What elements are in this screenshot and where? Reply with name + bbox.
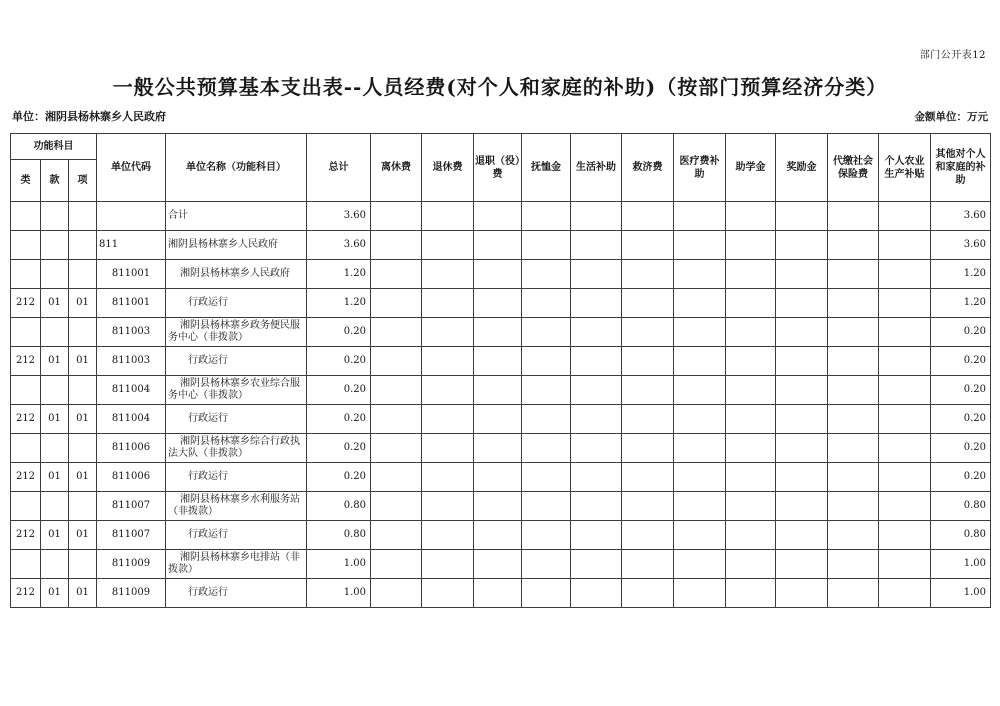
cell-empty: [422, 376, 474, 405]
cell-unit-name: 湘阴县杨林寨乡电排站（非拨款）: [166, 550, 307, 579]
cell-empty: [622, 347, 674, 376]
cell-total: 1.20: [307, 260, 371, 289]
cell-item-code: [69, 492, 97, 521]
cell-empty: [474, 318, 522, 347]
cell-empty: [828, 318, 879, 347]
column-header: 总计: [307, 134, 371, 202]
cell-item-code: 01: [69, 347, 97, 376]
cell-unit-name: 合计: [166, 202, 307, 231]
cell-total: 3.60: [307, 231, 371, 260]
amount-unit-label: 金额单位：万元: [914, 111, 988, 123]
cell-empty: [776, 289, 828, 318]
cell-unit-name: 湘阴县杨林寨乡综合行政执法大队（非拨款）: [166, 434, 307, 463]
cell-empty: [371, 289, 422, 318]
column-header: 单位名称（功能科目）: [166, 134, 307, 202]
cell-empty: [828, 550, 879, 579]
cell-empty: [522, 231, 571, 260]
cell-unit-code: 811001: [97, 260, 166, 289]
cell-empty: [571, 347, 622, 376]
cell-total: 0.80: [307, 492, 371, 521]
cell-empty: [571, 579, 622, 608]
cell-item-code: [69, 434, 97, 463]
cell-unit-name: 行政运行: [166, 521, 307, 550]
cell-empty: [879, 260, 931, 289]
cell-empty: [571, 405, 622, 434]
cell-empty: [571, 289, 622, 318]
cell-total: 0.20: [307, 376, 371, 405]
cell-section-code: [41, 202, 69, 231]
cell-empty: [622, 550, 674, 579]
table-row: [11, 434, 991, 463]
cell-empty: [674, 347, 726, 376]
cell-empty: [879, 550, 931, 579]
cell-unit-code: 811006: [97, 434, 166, 463]
column-header-func-subject: 类: [11, 160, 41, 202]
cell-total: 0.20: [307, 405, 371, 434]
cell-class-code: 212: [11, 347, 41, 376]
cell-unit-code: 811001: [97, 289, 166, 318]
cell-empty: [571, 231, 622, 260]
cell-empty: [422, 202, 474, 231]
cell-class-code: [11, 434, 41, 463]
cell-empty: [674, 289, 726, 318]
cell-unit-code: 811004: [97, 376, 166, 405]
cell-empty: [422, 434, 474, 463]
cell-empty: [674, 260, 726, 289]
column-header: 救济费: [622, 134, 674, 202]
cell-empty: [622, 405, 674, 434]
cell-empty: [828, 405, 879, 434]
cell-item-code: [69, 260, 97, 289]
cell-item-code: [69, 231, 97, 260]
cell-other-subsidy: 1.20: [931, 260, 991, 289]
cell-empty: [371, 463, 422, 492]
cell-empty: [879, 289, 931, 318]
cell-empty: [828, 202, 879, 231]
cell-class-code: 212: [11, 405, 41, 434]
cell-empty: [422, 260, 474, 289]
form-number-label: 部门公开表12: [919, 50, 986, 61]
cell-empty: [726, 579, 776, 608]
cell-empty: [776, 318, 828, 347]
cell-empty: [776, 231, 828, 260]
cell-empty: [674, 492, 726, 521]
column-header-func-subject: 款: [41, 160, 69, 202]
cell-empty: [371, 260, 422, 289]
table-row: [11, 405, 991, 434]
cell-empty: [522, 405, 571, 434]
cell-empty: [371, 405, 422, 434]
cell-section-code: 01: [41, 405, 69, 434]
cell-empty: [776, 434, 828, 463]
cell-item-code: [69, 550, 97, 579]
cell-empty: [522, 521, 571, 550]
column-header: 退职（役）费: [474, 134, 522, 202]
cell-section-code: 01: [41, 347, 69, 376]
cell-empty: [474, 202, 522, 231]
cell-class-code: [11, 376, 41, 405]
cell-empty: [674, 550, 726, 579]
cell-empty: [622, 260, 674, 289]
cell-empty: [776, 550, 828, 579]
cell-empty: [571, 492, 622, 521]
cell-other-subsidy: 1.00: [931, 550, 991, 579]
cell-other-subsidy: 3.60: [931, 231, 991, 260]
cell-empty: [522, 260, 571, 289]
cell-unit-name: 行政运行: [166, 579, 307, 608]
cell-other-subsidy: 0.20: [931, 347, 991, 376]
cell-empty: [776, 521, 828, 550]
cell-empty: [828, 289, 879, 318]
cell-class-code: 212: [11, 521, 41, 550]
cell-empty: [422, 318, 474, 347]
cell-empty: [522, 463, 571, 492]
cell-empty: [571, 550, 622, 579]
cell-empty: [474, 231, 522, 260]
cell-item-code: [69, 318, 97, 347]
cell-unit-code: 811007: [97, 521, 166, 550]
cell-empty: [422, 492, 474, 521]
table-row: [11, 260, 991, 289]
cell-empty: [422, 463, 474, 492]
cell-empty: [422, 579, 474, 608]
column-header: 奖励金: [776, 134, 828, 202]
cell-empty: [622, 289, 674, 318]
cell-empty: [622, 231, 674, 260]
cell-empty: [726, 260, 776, 289]
cell-empty: [828, 492, 879, 521]
cell-empty: [571, 463, 622, 492]
meta-row: [12, 108, 988, 124]
table-row: [11, 492, 991, 521]
table-body: [11, 202, 991, 608]
cell-class-code: [11, 202, 41, 231]
cell-empty: [422, 521, 474, 550]
cell-item-code: 01: [69, 289, 97, 318]
cell-empty: [474, 347, 522, 376]
cell-empty: [674, 202, 726, 231]
cell-unit-code: 811003: [97, 347, 166, 376]
cell-item-code: [69, 376, 97, 405]
table-row: [11, 289, 991, 318]
cell-empty: [371, 318, 422, 347]
cell-empty: [571, 318, 622, 347]
cell-unit-name: 湘阴县杨林寨乡农业综合服务中心（非拨款）: [166, 376, 307, 405]
cell-empty: [776, 492, 828, 521]
cell-total: 1.00: [307, 579, 371, 608]
cell-unit-code: 811004: [97, 405, 166, 434]
cell-empty: [776, 405, 828, 434]
table-row: [11, 231, 991, 260]
cell-section-code: [41, 492, 69, 521]
cell-class-code: [11, 260, 41, 289]
cell-other-subsidy: 0.20: [931, 405, 991, 434]
column-header: 助学金: [726, 134, 776, 202]
cell-empty: [776, 376, 828, 405]
cell-empty: [726, 376, 776, 405]
cell-empty: [879, 347, 931, 376]
cell-empty: [726, 405, 776, 434]
cell-empty: [726, 289, 776, 318]
cell-empty: [422, 347, 474, 376]
cell-empty: [726, 492, 776, 521]
cell-empty: [571, 521, 622, 550]
cell-empty: [674, 318, 726, 347]
cell-other-subsidy: 3.60: [931, 202, 991, 231]
cell-total: 0.20: [307, 347, 371, 376]
cell-unit-code: 811007: [97, 492, 166, 521]
cell-empty: [674, 434, 726, 463]
cell-other-subsidy: 0.20: [931, 376, 991, 405]
table-row: [11, 579, 991, 608]
cell-unit-name: 湘阴县杨林寨乡水利服务站（非拨款）: [166, 492, 307, 521]
cell-empty: [674, 231, 726, 260]
cell-empty: [522, 434, 571, 463]
cell-empty: [371, 231, 422, 260]
cell-empty: [622, 521, 674, 550]
cell-empty: [422, 231, 474, 260]
column-header: 生活补助: [571, 134, 622, 202]
cell-empty: [776, 260, 828, 289]
cell-total: 0.80: [307, 521, 371, 550]
column-header: 医疗费补助: [674, 134, 726, 202]
cell-other-subsidy: 0.80: [931, 492, 991, 521]
cell-empty: [726, 434, 776, 463]
cell-other-subsidy: 0.20: [931, 463, 991, 492]
cell-total: 3.60: [307, 202, 371, 231]
cell-unit-code: 811009: [97, 550, 166, 579]
cell-empty: [674, 579, 726, 608]
cell-empty: [622, 579, 674, 608]
cell-section-code: [41, 434, 69, 463]
cell-item-code: 01: [69, 521, 97, 550]
cell-total: 0.20: [307, 434, 371, 463]
table-row: [11, 347, 991, 376]
cell-empty: [474, 289, 522, 318]
cell-empty: [474, 376, 522, 405]
unit-label: 单位：湘阴县杨林寨乡人民政府: [12, 110, 166, 123]
cell-empty: [522, 492, 571, 521]
cell-class-code: 212: [11, 579, 41, 608]
cell-empty: [422, 405, 474, 434]
cell-empty: [522, 347, 571, 376]
cell-empty: [571, 260, 622, 289]
cell-empty: [371, 434, 422, 463]
cell-empty: [726, 550, 776, 579]
cell-empty: [828, 347, 879, 376]
cell-class-code: [11, 550, 41, 579]
cell-empty: [674, 376, 726, 405]
cell-section-code: [41, 260, 69, 289]
cell-empty: [474, 521, 522, 550]
cell-empty: [622, 318, 674, 347]
cell-empty: [371, 521, 422, 550]
cell-empty: [371, 492, 422, 521]
cell-section-code: [41, 231, 69, 260]
cell-empty: [622, 434, 674, 463]
cell-section-code: 01: [41, 521, 69, 550]
cell-empty: [726, 231, 776, 260]
cell-item-code: 01: [69, 463, 97, 492]
cell-other-subsidy: 1.00: [931, 579, 991, 608]
cell-section-code: 01: [41, 463, 69, 492]
cell-empty: [776, 579, 828, 608]
cell-empty: [674, 405, 726, 434]
cell-empty: [571, 376, 622, 405]
cell-class-code: [11, 231, 41, 260]
cell-empty: [522, 579, 571, 608]
cell-empty: [371, 376, 422, 405]
cell-total: 1.00: [307, 550, 371, 579]
cell-empty: [522, 376, 571, 405]
cell-empty: [879, 463, 931, 492]
cell-unit-code: [97, 202, 166, 231]
cell-unit-code: 811: [97, 231, 166, 260]
cell-unit-name: 行政运行: [166, 405, 307, 434]
cell-empty: [879, 492, 931, 521]
column-header: 退休费: [422, 134, 474, 202]
cell-empty: [828, 260, 879, 289]
cell-unit-name: 行政运行: [166, 347, 307, 376]
cell-section-code: [41, 376, 69, 405]
cell-empty: [879, 318, 931, 347]
cell-empty: [776, 202, 828, 231]
cell-unit-name: 湘阴县杨林寨乡人民政府: [166, 231, 307, 260]
cell-empty: [522, 202, 571, 231]
cell-empty: [371, 202, 422, 231]
column-header-func-subject-group: 功能科目: [11, 134, 97, 160]
column-header-func-subject: 项: [69, 160, 97, 202]
cell-empty: [828, 231, 879, 260]
cell-unit-code: 811003: [97, 318, 166, 347]
table-row: [11, 550, 991, 579]
cell-item-code: [69, 202, 97, 231]
cell-other-subsidy: 0.20: [931, 318, 991, 347]
table-row: [11, 202, 991, 231]
cell-empty: [474, 260, 522, 289]
cell-total: 0.20: [307, 318, 371, 347]
cell-empty: [474, 579, 522, 608]
cell-item-code: 01: [69, 405, 97, 434]
cell-other-subsidy: 0.20: [931, 434, 991, 463]
cell-empty: [371, 347, 422, 376]
cell-unit-name: 行政运行: [166, 463, 307, 492]
cell-empty: [726, 202, 776, 231]
cell-other-subsidy: 1.20: [931, 289, 991, 318]
cell-empty: [776, 347, 828, 376]
cell-empty: [474, 405, 522, 434]
cell-empty: [422, 289, 474, 318]
cell-empty: [622, 376, 674, 405]
cell-empty: [879, 376, 931, 405]
cell-empty: [828, 579, 879, 608]
cell-unit-code: 811009: [97, 579, 166, 608]
column-header: 抚恤金: [522, 134, 571, 202]
cell-class-code: 212: [11, 463, 41, 492]
cell-empty: [371, 579, 422, 608]
cell-empty: [522, 318, 571, 347]
column-header: 单位代码: [97, 134, 166, 202]
cell-empty: [879, 202, 931, 231]
cell-empty: [726, 347, 776, 376]
cell-section-code: 01: [41, 579, 69, 608]
cell-unit-code: 811006: [97, 463, 166, 492]
cell-empty: [828, 434, 879, 463]
cell-empty: [879, 434, 931, 463]
cell-empty: [828, 376, 879, 405]
budget-table: [10, 133, 991, 608]
cell-empty: [474, 492, 522, 521]
table-row: [11, 521, 991, 550]
table-row: [11, 376, 991, 405]
table-row: [11, 463, 991, 492]
cell-empty: [879, 405, 931, 434]
page-title: 一般公共预算基本支出表--人员经费(对个人和家庭的补助)（按部门预算经济分类）: [112, 75, 888, 99]
cell-empty: [726, 318, 776, 347]
column-header: 其他对个人和家庭的补助: [931, 134, 991, 202]
column-header: 离休费: [371, 134, 422, 202]
cell-empty: [371, 550, 422, 579]
cell-empty: [622, 492, 674, 521]
cell-empty: [474, 550, 522, 579]
cell-empty: [879, 521, 931, 550]
cell-section-code: [41, 318, 69, 347]
cell-total: 0.20: [307, 463, 371, 492]
cell-empty: [674, 463, 726, 492]
cell-empty: [522, 550, 571, 579]
cell-section-code: 01: [41, 289, 69, 318]
cell-empty: [726, 521, 776, 550]
cell-empty: [571, 202, 622, 231]
cell-section-code: [41, 550, 69, 579]
cell-other-subsidy: 0.80: [931, 521, 991, 550]
cell-empty: [674, 521, 726, 550]
cell-class-code: [11, 318, 41, 347]
table-header: [11, 134, 991, 202]
cell-empty: [879, 579, 931, 608]
cell-item-code: 01: [69, 579, 97, 608]
cell-empty: [622, 202, 674, 231]
cell-empty: [474, 434, 522, 463]
cell-empty: [422, 550, 474, 579]
column-header: 个人农业生产补贴: [879, 134, 931, 202]
cell-total: 1.20: [307, 289, 371, 318]
cell-empty: [474, 463, 522, 492]
column-header: 代缴社会保险费: [828, 134, 879, 202]
cell-empty: [571, 434, 622, 463]
cell-unit-name: 湘阴县杨林寨乡人民政府: [166, 260, 307, 289]
table-row: [11, 318, 991, 347]
cell-empty: [828, 463, 879, 492]
cell-unit-name: 行政运行: [166, 289, 307, 318]
cell-empty: [522, 289, 571, 318]
cell-class-code: [11, 492, 41, 521]
cell-empty: [828, 521, 879, 550]
cell-empty: [726, 463, 776, 492]
cell-unit-name: 湘阴县杨林寨乡政务便民服务中心（非拨款）: [166, 318, 307, 347]
cell-empty: [622, 463, 674, 492]
cell-class-code: 212: [11, 289, 41, 318]
cell-empty: [879, 231, 931, 260]
cell-empty: [776, 463, 828, 492]
